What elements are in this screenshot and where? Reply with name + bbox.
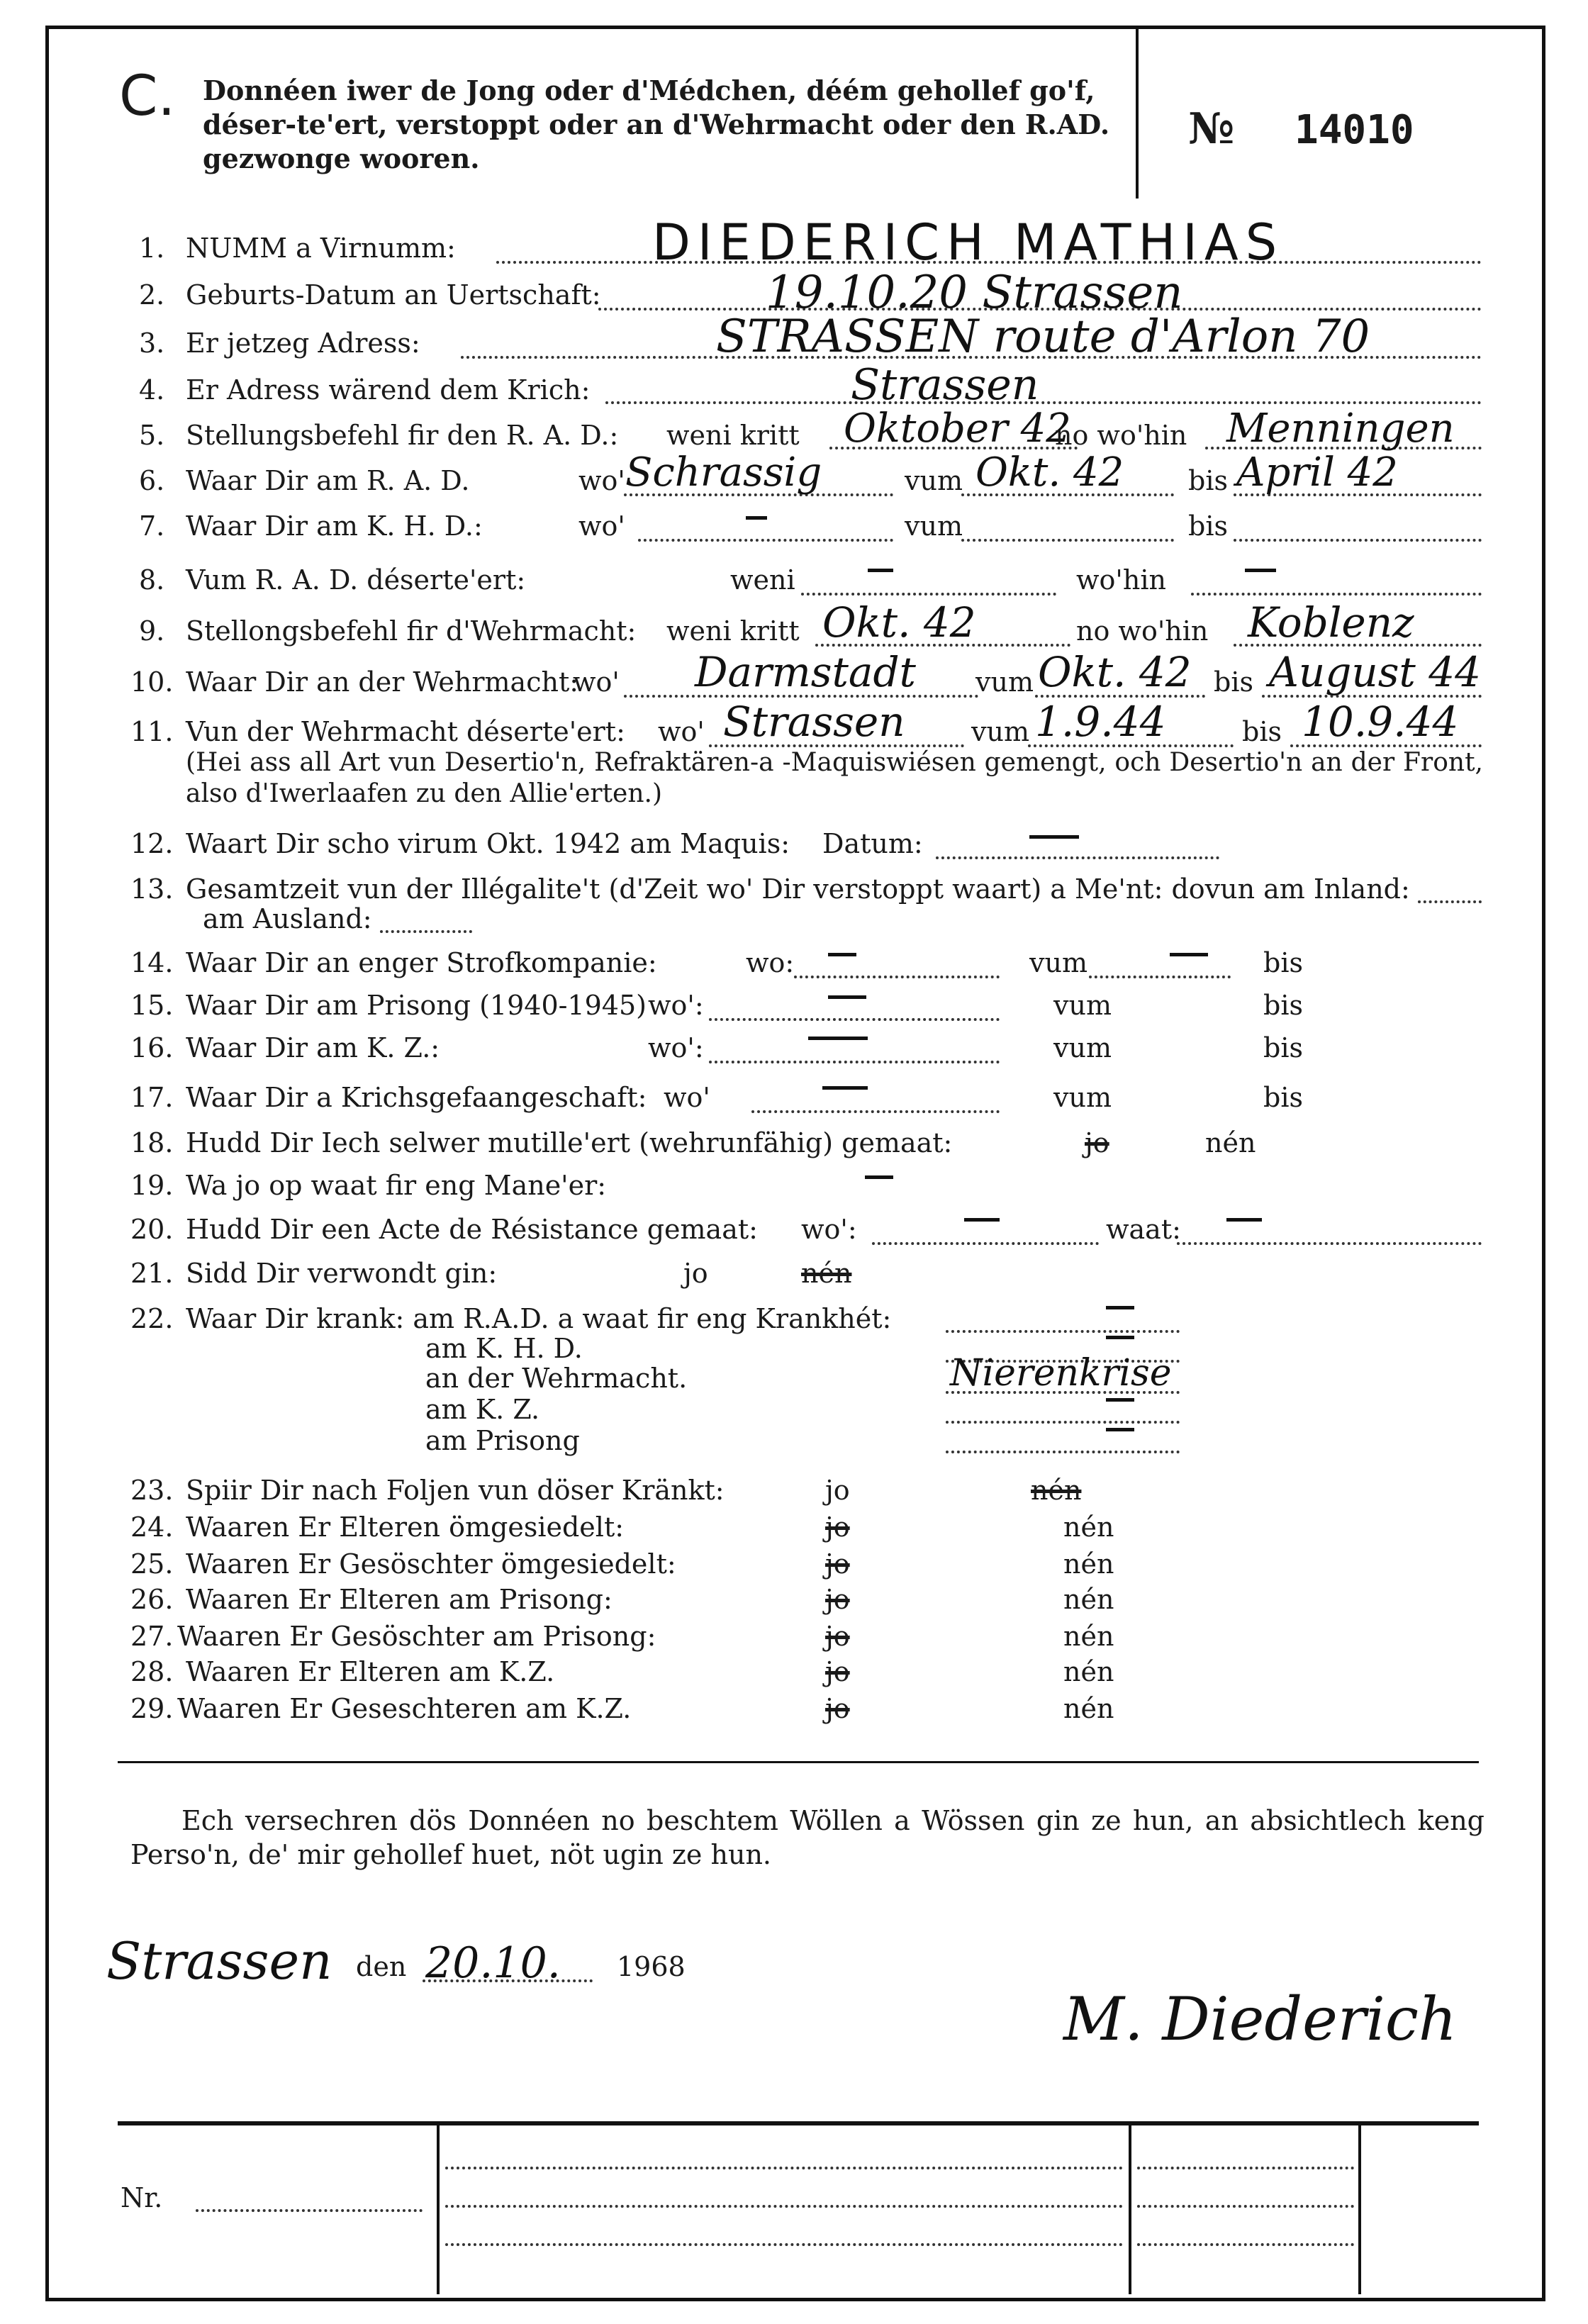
row-number: 4. (139, 374, 165, 406)
row-label: Hudd Dir Iech selwer mutille'ert (wehrunfähig) gemaat: (186, 1127, 953, 1158)
dotted-line (709, 1018, 1000, 1021)
row-sublabel: wo' (578, 465, 625, 496)
row-sublabel: wo' (658, 716, 705, 747)
row-label: Er Adress wärend dem Krich: (186, 374, 591, 406)
rad-place[interactable]: Schrassig (625, 449, 822, 496)
desertion-to[interactable]: 10.9.44 (1302, 698, 1459, 746)
row-label: Waar Dir krank: am R.A.D. a waat fir eng Krankhét: (186, 1303, 892, 1334)
row-sublabel: wo'hin (1076, 564, 1166, 596)
row-number: 15. (130, 990, 174, 1021)
row-label: Hudd Dir een Acte de Résistance gemaat: (186, 1214, 758, 1245)
rad-from[interactable]: Okt. 42 (975, 449, 1124, 496)
dotted-line (794, 976, 1000, 978)
row-number: 14. (130, 947, 174, 978)
row-sublabel: wo' (664, 1082, 710, 1113)
dash-mark (1106, 1336, 1134, 1339)
row-number: 24. (130, 1512, 174, 1543)
dotted-line (1177, 1242, 1482, 1245)
row-label: Sidd Dir verwondt gin: (186, 1258, 498, 1289)
nr-label: Nr. (121, 2182, 163, 2213)
illness-sublabel: am K. Z. (425, 1394, 540, 1425)
row-number: 26. (130, 1584, 174, 1615)
footer-top-rule (118, 2121, 1479, 2125)
dotted-line (872, 1242, 1099, 1245)
row-sublabel: wo': (801, 1214, 857, 1245)
yes-option[interactable]: jo (825, 1512, 850, 1543)
rad-to[interactable]: April 42 (1236, 449, 1398, 496)
row-label: Er jetzeg Adress: (186, 328, 420, 359)
illness-sublabel: am Prisong (425, 1425, 580, 1456)
row-number: 3. (139, 328, 165, 359)
name-value[interactable]: DIEDERICH MATHIAS (652, 213, 1285, 272)
desertion-place[interactable]: Strassen (723, 698, 905, 746)
dotted-line (1137, 2167, 1354, 2169)
row-label: Waaren Er Gesöschter am Prisong: (177, 1621, 656, 1652)
row-sublabel: bis (1263, 947, 1303, 978)
yes-option[interactable]: jo (825, 1475, 850, 1506)
no-option[interactable]: nén (1205, 1127, 1256, 1158)
row-number: 1. (139, 233, 165, 264)
dash-mark (1245, 569, 1276, 572)
row-sublabel: bis (1242, 716, 1282, 747)
row-number: 22. (130, 1303, 174, 1334)
row-sublabel: wo' (578, 510, 625, 542)
row-sublabel: vum (1029, 947, 1087, 978)
dotted-line (709, 1061, 1000, 1063)
row-label: Waaren Er Elteren am K.Z. (186, 1656, 555, 1687)
row-sublabel: bis (1263, 1032, 1303, 1063)
row-number: 11. (130, 716, 174, 747)
row-number: 9. (139, 615, 165, 647)
signature-den: den (356, 1951, 407, 1982)
wehrmacht-from[interactable]: Okt. 42 (1038, 648, 1192, 696)
yes-option[interactable]: jo (683, 1258, 708, 1289)
form-number: 14010 (1295, 107, 1414, 153)
dotted-line (445, 2167, 1123, 2169)
row-sublabel: bis (1188, 465, 1228, 496)
row-label: Waar Dir an der Wehrmacht: (186, 666, 579, 698)
signature-date[interactable]: 20.10. (425, 1938, 561, 1988)
row-number: 19. (130, 1170, 174, 1201)
row-number: 29. (130, 1693, 174, 1724)
row-number: 28. (130, 1656, 174, 1687)
declaration-text: Ech versechren dös Donnéen no beschtem Wöllen a Wössen gin ze hun, an absichtlech keng Perso'n, de' mir gehollef huet, nöt ugin ze hun. (130, 1805, 1484, 1870)
row-sublabel: vum (905, 465, 963, 496)
form-title: Donnéen iwer de Jong oder d'Médchen, déém gehollef go'f, déser-te'ert, verstoppt oder an d'Wehrmacht oder den R.AD. gezwonge wooren. (203, 74, 1110, 174)
dash-mark (865, 1175, 893, 1179)
dotted-line (936, 856, 1219, 859)
row-label: Wa jo op waat fir eng Mane'er: (186, 1170, 607, 1201)
war-address-value[interactable]: Strassen (851, 360, 1039, 410)
dotted-line (445, 2205, 1123, 2208)
signature-year: 1968 (617, 1951, 686, 1982)
row-label: Waar Dir am Prisong (1940-1945) (186, 990, 647, 1021)
dash-mark (808, 1037, 868, 1040)
dotted-line (638, 539, 893, 542)
row-label: Waaren Er Elteren am Prisong: (186, 1584, 613, 1615)
dotted-line (605, 401, 1482, 404)
row-sublabel: vum (971, 716, 1029, 747)
row-sublabel: vum (905, 510, 963, 542)
row-sublabel: waat: (1106, 1214, 1181, 1245)
signature-place[interactable]: Strassen (106, 1931, 332, 1991)
dotted-line (1089, 976, 1231, 978)
row-number: 16. (130, 1032, 174, 1063)
row-number: 25. (130, 1548, 174, 1580)
row-number: 7. (139, 510, 165, 542)
yes-option[interactable]: jo (825, 1656, 850, 1687)
row-sublabel: wo: (746, 947, 795, 978)
dotted-line (751, 1110, 1000, 1113)
yes-option[interactable]: jo (825, 1621, 850, 1652)
row-number: 27. (130, 1621, 174, 1652)
section-divider (118, 1761, 1479, 1763)
row-number: 5. (139, 420, 165, 451)
row-label: Waaren Er Gesöschter ömgesiedelt: (186, 1548, 676, 1580)
dash-mark (964, 1218, 1000, 1222)
nr-field[interactable] (196, 2209, 423, 2212)
dash-mark (1170, 953, 1208, 956)
yes-option[interactable]: jo (825, 1693, 850, 1724)
row-label: Waar Dir am K. Z.: (186, 1032, 440, 1063)
row-number: 8. (139, 564, 165, 596)
dash-mark (868, 569, 893, 572)
number-symbol: № (1188, 104, 1235, 154)
dash-mark (828, 995, 866, 999)
row-label: Spiir Dir nach Foljen vun döser Kränkt: (186, 1475, 725, 1506)
dotted-line (1137, 2243, 1354, 2246)
section-letter: C. (119, 65, 176, 128)
dotted-line (946, 1451, 1180, 1453)
row-sublabel: vum (1053, 990, 1112, 1021)
no-option[interactable]: nén (1063, 1512, 1114, 1543)
row-number: 6. (139, 465, 165, 496)
dash-mark (822, 1086, 868, 1090)
row-number: 18. (130, 1127, 174, 1158)
dotted-line (946, 1330, 1180, 1333)
row-label: Waar Dir a Krichsgefaangeschaft: (186, 1082, 647, 1113)
illness-sublabel: am K. H. D. (425, 1333, 583, 1364)
row-label: Waar Dir am K. H. D.: (186, 510, 483, 542)
dotted-line (1234, 539, 1482, 542)
row-label: Vun der Wehrmacht déserte'ert: (186, 716, 625, 747)
footer-column-divider (1358, 2125, 1361, 2294)
birth-value[interactable]: 19.10.20 Strassen (766, 267, 1183, 319)
row-number: 10. (130, 666, 174, 698)
dotted-line (946, 1421, 1180, 1424)
dash-mark (1106, 1428, 1134, 1431)
dash-mark (746, 516, 767, 520)
footer-column-divider (1129, 2125, 1131, 2294)
dotted-line (1418, 900, 1482, 903)
row-number: 23. (130, 1475, 174, 1506)
row-sublabel: wo': (648, 1032, 704, 1063)
dash-mark (1226, 1218, 1262, 1222)
row-sublabel: vum (1053, 1082, 1112, 1113)
wehrmacht-to[interactable]: August 44 (1269, 648, 1482, 696)
no-option[interactable]: nén (1063, 1548, 1114, 1580)
dash-mark (1106, 1306, 1134, 1309)
dotted-line (1137, 2205, 1354, 2208)
row-label: Geburts-Datum an Uertschaft: (186, 279, 601, 311)
row-number: 2. (139, 279, 165, 311)
dotted-line (1191, 593, 1482, 596)
row-label: Waar Dir an enger Strofkompanie: (186, 947, 657, 978)
no-option[interactable]: nén (1063, 1621, 1114, 1652)
row-sublabel: wo': (648, 990, 704, 1021)
row-label: Waart Dir scho virum Okt. 1942 am Maquis: (186, 828, 790, 859)
row-sublabel: bis (1263, 1082, 1303, 1113)
dash-mark (1106, 1398, 1134, 1402)
yes-option[interactable]: jo (1085, 1127, 1109, 1158)
header-divider (1136, 28, 1139, 199)
no-option[interactable]: nén (1063, 1584, 1114, 1615)
row-label: Waaren Er Geseschteren am K.Z. (177, 1693, 632, 1724)
wehrmacht-order-place[interactable]: Koblenz (1248, 598, 1414, 647)
dotted-line (380, 930, 472, 933)
footer-column-divider (437, 2125, 440, 2294)
row-label: Waar Dir am R. A. D. (186, 465, 470, 496)
row-label: am Ausland: (203, 903, 372, 934)
row-sublabel: wo' (573, 666, 620, 698)
row-label: Gesamtzeit vun der Illégalite't (d'Zeit wo' Dir verstoppt waart) a Me'nt: dovun am Inland: (186, 873, 1410, 905)
dotted-line (445, 2243, 1123, 2246)
row-sublabel: weni kritt (666, 615, 800, 647)
no-option[interactable]: nén (1063, 1693, 1114, 1724)
no-option[interactable]: nén (801, 1258, 852, 1289)
row-sublabel: weni kritt (666, 420, 800, 451)
row-sublabel: vum (1053, 1032, 1112, 1063)
rad-order-place[interactable]: Menningen (1226, 406, 1455, 452)
dotted-line (961, 539, 1174, 542)
wehrmacht-order-date[interactable]: Okt. 42 (822, 598, 976, 647)
rad-order-date[interactable]: Oktober 42 (844, 406, 1071, 452)
desertion-from[interactable]: 1.9.44 (1035, 698, 1166, 746)
dash-mark (1029, 835, 1079, 839)
no-option[interactable]: nén (1063, 1656, 1114, 1687)
row-label: Vum R. A. D. déserte'ert: (186, 564, 526, 596)
illness-sublabel: an der Wehrmacht. (425, 1363, 688, 1394)
row-number: 12. (130, 828, 174, 859)
row-sublabel: bis (1263, 990, 1303, 1021)
illness-wehrmacht-value[interactable]: Nierenkrise (950, 1352, 1172, 1395)
yes-option[interactable]: jo (825, 1548, 850, 1580)
row-number: 21. (130, 1258, 174, 1289)
row-sublabel: vum (975, 666, 1034, 698)
row-number: 17. (130, 1082, 174, 1113)
row-label: Stellungsbefehl fir den R. A. D.: (186, 420, 619, 451)
row-sublabel: bis (1214, 666, 1253, 698)
row-label: NUMM a Virnumm: (186, 233, 456, 264)
row-number: 13. (130, 873, 174, 905)
yes-option[interactable]: jo (825, 1584, 850, 1615)
row-label: Waaren Er Elteren ömgesiedelt: (186, 1512, 625, 1543)
row-sublabel: bis (1188, 510, 1228, 542)
dash-mark (828, 953, 856, 956)
row-sublabel: no wo'hin (1055, 420, 1187, 451)
dotted-line (801, 593, 1056, 596)
no-option[interactable]: nén (1031, 1475, 1082, 1506)
signature[interactable]: M. Diederich (1063, 1984, 1457, 2054)
row-sublabel: weni (730, 564, 795, 596)
row-sublabel: no wo'hin (1076, 615, 1209, 647)
desertion-note: (Hei ass all Art vun Desertio'n, Refraktären-a -Maquiswiésen gemengt, och Desertio'n an der Front, also d'Iwerlaafen zu den Allie'erten.) (186, 748, 1483, 808)
address-value[interactable]: STRASSEN route d'Arlon 70 (716, 311, 1370, 363)
row-number: 20. (130, 1214, 174, 1245)
row-sublabel: Datum: (822, 828, 923, 859)
row-label: Stellongsbefehl fir d'Wehrmacht: (186, 615, 637, 647)
wehrmacht-place[interactable]: Darmstadt (695, 648, 916, 696)
